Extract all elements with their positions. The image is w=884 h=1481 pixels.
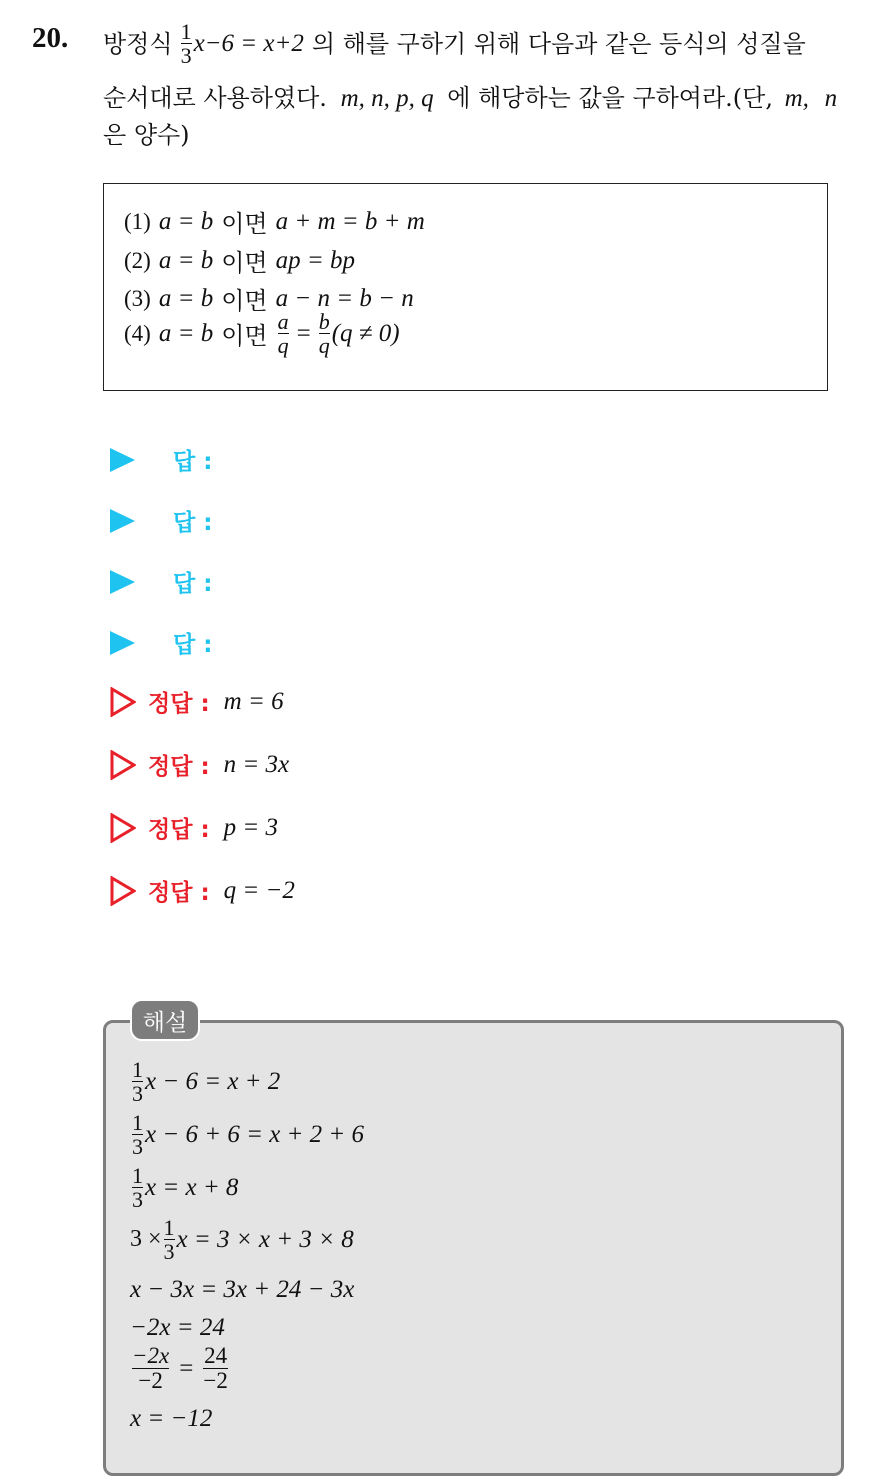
fraction-denominator: −2 <box>138 1368 163 1394</box>
rule-label: (2) <box>124 247 151 273</box>
problem-number: 20. <box>32 22 69 54</box>
fraction-denominator: 3 <box>163 1239 175 1265</box>
equals-sign: = <box>296 319 311 347</box>
fraction-denominator: 3 <box>132 1187 143 1213</box>
fraction-numerator: 1 <box>132 1057 143 1082</box>
rule-1 <box>124 204 425 239</box>
rule-rhs: a − n = b − n <box>275 284 414 312</box>
outline-triangle-icon <box>110 750 136 780</box>
variable-n: n <box>824 85 838 112</box>
solution-row-3 <box>110 811 278 844</box>
rule-lhs: a = b <box>158 246 214 274</box>
rule-rhs: ap = bp <box>275 246 355 274</box>
question-text: 방정식 <box>103 29 173 58</box>
rules-box <box>103 183 828 391</box>
question-line-2 <box>103 86 837 111</box>
equals-sign: = <box>179 1354 194 1382</box>
fraction-denominator: 3 <box>180 43 192 69</box>
question-text: 순서대로 사용하였다. <box>103 84 327 112</box>
question-text: 은 양수) <box>103 121 190 149</box>
fraction-numerator: −2x <box>132 1343 170 1368</box>
answer-row-3 <box>110 565 212 598</box>
fraction-numerator: a <box>277 309 289 334</box>
solution-row-2 <box>110 748 289 781</box>
outline-triangle-icon <box>110 876 136 906</box>
fraction-denominator: q <box>277 333 289 359</box>
fraction-numerator: 1 <box>132 1163 143 1188</box>
solution-value: q = −2 <box>223 876 295 904</box>
answer-label: 답 : <box>173 449 213 475</box>
rule-4 <box>124 310 400 357</box>
explanation-step-5 <box>130 1276 354 1304</box>
variables: m, n, p, q <box>340 85 434 112</box>
step-fraction <box>203 1344 227 1393</box>
rule-2 <box>124 243 355 278</box>
solution-label: 정답 : <box>148 754 210 780</box>
rule-label: (4) <box>124 320 151 346</box>
question-text: 의 해를 구하기 위해 다음과 같은 등식의 성질을 <box>311 29 806 58</box>
rule-connector: 이면 <box>221 322 268 351</box>
step-text: −2x = 24 <box>130 1314 225 1341</box>
solution-row-4 <box>110 874 295 907</box>
explanation-tag: 해설 <box>130 999 200 1041</box>
step-fraction <box>164 1216 175 1263</box>
solution-label: 정답 : <box>148 817 210 843</box>
solution-row-1 <box>110 685 284 718</box>
step-text: x − 6 + 6 = x + 2 + 6 <box>145 1120 365 1148</box>
explanation-step-6 <box>130 1314 225 1342</box>
step-text: x − 6 = x + 2 <box>145 1067 281 1095</box>
rule-fraction <box>319 310 330 357</box>
fraction-denominator: q <box>318 333 330 359</box>
step-fraction <box>132 1058 143 1105</box>
explanation-step-1 <box>130 1058 280 1105</box>
play-triangle-icon <box>110 570 135 594</box>
play-triangle-icon <box>110 509 135 533</box>
fraction-denominator: −2 <box>203 1368 228 1394</box>
explanation-step-8 <box>130 1405 212 1433</box>
rule-fraction <box>278 310 289 357</box>
step-text: x − 3x = 3x + 24 − 3x <box>130 1276 355 1303</box>
rule-label: (3) <box>124 285 151 311</box>
question-line-3 <box>103 123 190 147</box>
explanation-step-4 <box>130 1216 354 1263</box>
outline-triangle-icon <box>110 687 136 717</box>
solution-value: p = 3 <box>223 813 279 841</box>
question-line-1 <box>103 20 806 67</box>
solution-label: 정답 : <box>148 880 210 906</box>
rule-lhs: a = b <box>158 284 214 312</box>
step-text: x = x + 8 <box>145 1173 239 1201</box>
rule-connector: 이면 <box>221 210 268 238</box>
variable-m: m, <box>784 85 809 112</box>
rule-connector: 이면 <box>221 287 268 315</box>
rule-condition: (q ≠ 0) <box>331 319 400 347</box>
answer-label: 답 : <box>173 510 213 536</box>
answer-label: 답 : <box>173 632 213 658</box>
rule-lhs: a = b <box>158 207 214 235</box>
step-fraction <box>132 1111 143 1158</box>
fraction-numerator: 1 <box>132 1110 143 1135</box>
play-triangle-icon <box>110 631 135 655</box>
play-triangle-icon <box>110 448 135 472</box>
explanation-step-3 <box>130 1164 238 1211</box>
answer-row-4 <box>110 626 212 659</box>
solution-label: 정답 : <box>148 691 210 717</box>
solution-value: m = 6 <box>223 687 284 715</box>
step-text: x = −12 <box>130 1405 213 1432</box>
step-text: 3 × <box>130 1226 162 1253</box>
rule-rhs: a + m = b + m <box>275 207 425 235</box>
fraction-denominator: 3 <box>132 1081 143 1107</box>
step-fraction <box>132 1344 169 1393</box>
rule-lhs: a = b <box>158 319 214 347</box>
rule-label: (1) <box>124 208 151 234</box>
step-fraction <box>132 1164 143 1211</box>
fraction-numerator: b <box>318 309 330 334</box>
fraction-numerator: 24 <box>204 1343 228 1368</box>
answer-label: 답 : <box>173 571 213 597</box>
equation-fraction <box>181 20 192 67</box>
step-text: x = 3 × x + 3 × 8 <box>176 1225 354 1253</box>
fraction-numerator: 1 <box>163 1215 175 1240</box>
explanation-step-7 <box>130 1344 230 1393</box>
rule-connector: 이면 <box>221 249 268 277</box>
fraction-denominator: 3 <box>132 1134 143 1160</box>
fraction-numerator: 1 <box>180 19 192 44</box>
question-text: 에 해당하는 값을 구하여라.(단, <box>447 84 773 112</box>
explanation-step-2 <box>130 1111 364 1158</box>
answer-row-2 <box>110 504 212 537</box>
equation-text: x−6 = x+2 <box>193 30 304 58</box>
solution-value: n = 3x <box>223 750 290 778</box>
outline-triangle-icon <box>110 813 136 843</box>
answer-row-1 <box>110 443 212 476</box>
